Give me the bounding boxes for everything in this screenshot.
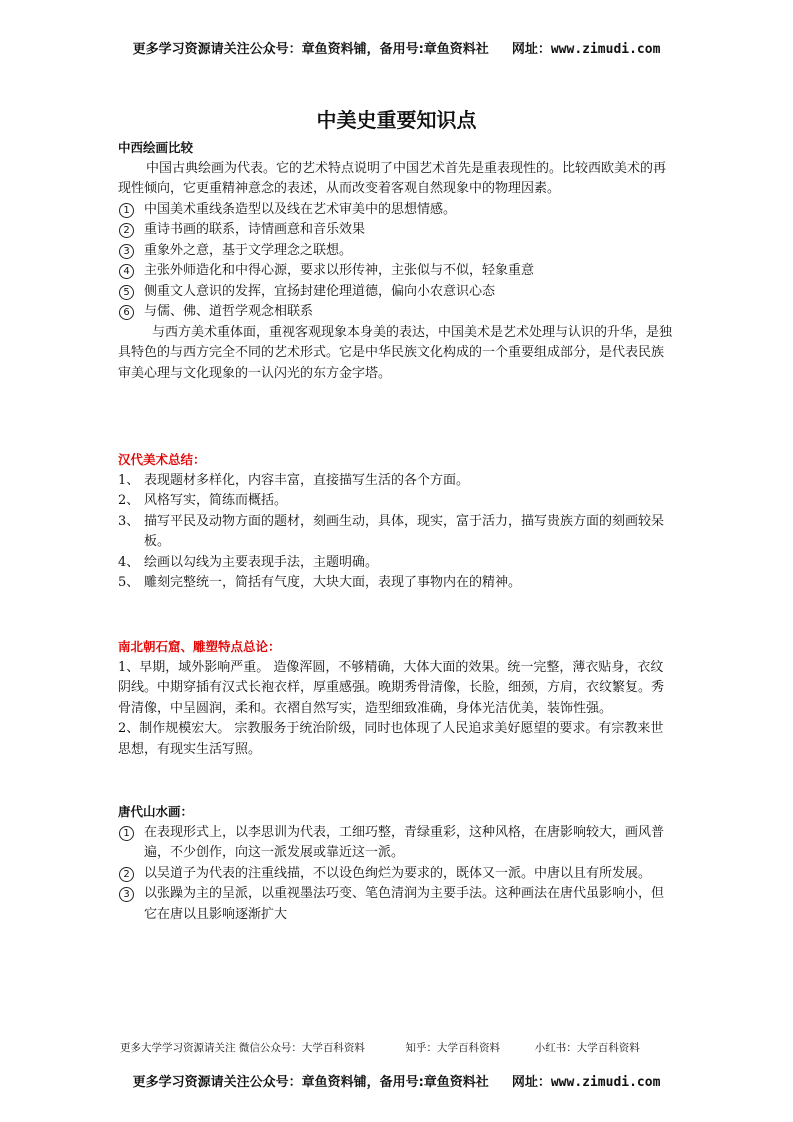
list-item-text: 雕刻完整统一，简括有气度，大块大面，表现了事物内在的精神。 <box>144 575 522 590</box>
list-item-number: 3、 <box>118 513 140 529</box>
circled-number-icon: 3 <box>119 244 134 259</box>
section-intro: 中国古典绘画为代表。它的艺术特点说明了中国艺术首先是重表现性的。比较西欧美术的再现性倾向，它更重精神意念的表述，从而改变着客观自然现象中的物理因素。 <box>118 160 667 196</box>
list-item-text: 侧重文人意识的发挥，宜扬封建伦理道德，偏向小农意识心态 <box>144 283 496 299</box>
section-han <box>118 450 674 594</box>
list-item-text: 描写平民及动物方面的题材，刻画生动，具体，现实，富于活力，描写贵族方面的刻画较呆板。 <box>144 513 665 549</box>
list-item-text: 绘画以勾线为主要表现手法，主题明确。 <box>144 554 379 570</box>
section-heading: 汉代美术总结： <box>118 452 206 467</box>
list-item-text: 风格写实，简练而概括。 <box>144 493 288 508</box>
bottom-banner-url[interactable]: www.zimudi.com <box>550 1075 661 1090</box>
circled-number-icon: 1 <box>119 203 134 218</box>
list-item-number: 1、 <box>118 472 140 488</box>
list-item-number: 4、 <box>118 554 140 570</box>
list-item-text: 表现题材多样化，内容丰富，直接描写生活的各个方面。 <box>144 472 470 488</box>
list-item <box>118 553 674 574</box>
list-item <box>118 512 674 553</box>
list-item <box>118 261 674 282</box>
list-item-text: 以吴道子为代表的注重线描，不以设色绚烂为要求的，既体又一派。中唐以且有所发展。 <box>144 865 652 881</box>
list-item-text: 重象外之意，基于文学理念之联想。 <box>144 242 353 258</box>
circled-number-icon: 2 <box>119 867 134 882</box>
circled-number-icon: 6 <box>119 305 134 320</box>
footer-right: 小红书：大学百科资料 <box>534 1042 640 1054</box>
list-item <box>118 241 674 262</box>
top-banner-text: 更多学习资源请关注公众号：章鱼资料铺，备用号:章鱼资料社 <box>132 42 489 57</box>
circled-number-icon: 1 <box>119 826 134 841</box>
top-banner-url[interactable]: www.zimudi.com <box>550 42 661 57</box>
section-tang <box>118 802 674 925</box>
bottom-banner-text: 更多学习资源请关注公众号：章鱼资料铺，备用号:章鱼资料社 <box>132 1075 489 1090</box>
section-heading: 中西绘画比较 <box>118 140 194 155</box>
circled-number-icon: 5 <box>119 285 134 300</box>
circled-number-icon: 2 <box>119 223 134 238</box>
top-banner-url-label: 网址： <box>511 42 551 57</box>
footer-left: 更多大学学习资源请关注 微信公众号：大学百科资料 <box>120 1042 365 1054</box>
circled-number-icon: 4 <box>119 264 134 279</box>
list-item-text: 以张躁为主的呈派，以重视墨法巧变、笔色清润为主要手法。这种画法在唐代虽影响小，但它在唐以且影响逐渐扩大 <box>144 886 665 922</box>
list-item <box>118 823 674 864</box>
list-item <box>118 200 674 221</box>
section-heading: 唐代山水画： <box>118 804 194 819</box>
circled-number-icon: 3 <box>119 887 134 902</box>
section-heading: 南北朝石窟、雕塑特点总论： <box>118 639 281 654</box>
section-conclusion: 与西方美术重体面，重视客观现象本身美的表达，中国美术是艺术处理与认识的升华，是独具特色的与西方完全不同的艺术形式。它是中华民族文化构成的一个重要组成部分，是代表民族审美心理与文化现象的一认闪光的东方金字塔。 <box>118 324 673 381</box>
list-item-number: 5、 <box>118 575 140 590</box>
list-item-number: 2、 <box>118 493 140 508</box>
list-item <box>118 884 674 925</box>
list-item <box>118 220 674 241</box>
list-item-text: 中国美术重线条造型以及线在艺术审美中的思想情感。 <box>144 201 457 217</box>
paragraph: 1、早期，域外影响严重。 造像浑圆，不够精确，大体大面的效果。统一完整，薄衣贴身，衣纹阴线。中期穿插有汉式长袍衣样，厚重感强。晚期秀骨清像，长脸，细颈，方肩，衣纹繁复。秀骨清像，中呈圆润，柔和。衣褶自然写实，造型细致准确，身体光洁优美，装饰性强。 <box>118 659 665 716</box>
section-nanbei <box>118 637 674 760</box>
list-item-text: 与儒、佛、道哲学观念相联系 <box>144 304 314 319</box>
list-item-text: 主张外师造化和中得心源，要求以形传神，主张似与不似，轻象重意 <box>144 263 535 278</box>
list-item <box>118 491 674 512</box>
list-item <box>118 471 674 492</box>
paragraph: 2、制作规模宏大。 宗教服务于统治阶级，同时也体现了人民追求美好愿望的要求。有宗教来世思想，有现实生活写照。 <box>118 721 664 757</box>
bottom-banner-url-label: 网址： <box>511 1075 551 1090</box>
list-item <box>118 282 674 303</box>
bottom-banner <box>0 1071 793 1090</box>
list-item <box>118 573 674 594</box>
list-item-text: 在表现形式上，以李思训为代表，工细巧整，青绿重彩，这种风格，在唐影响较大，画风普遍，不少创作，向这一派发展或靠近这一派。 <box>144 824 665 860</box>
list-item <box>118 302 674 323</box>
list-item <box>118 864 674 885</box>
top-banner <box>0 38 793 57</box>
footer-mid: 知乎：大学百科资料 <box>405 1042 501 1054</box>
list-item-text: 重诗书画的联系，诗情画意和音乐效果 <box>144 222 366 237</box>
section-comparison <box>118 138 674 384</box>
page-title: 中美史重要知识点 <box>316 108 477 132</box>
footer-info <box>120 1040 680 1055</box>
